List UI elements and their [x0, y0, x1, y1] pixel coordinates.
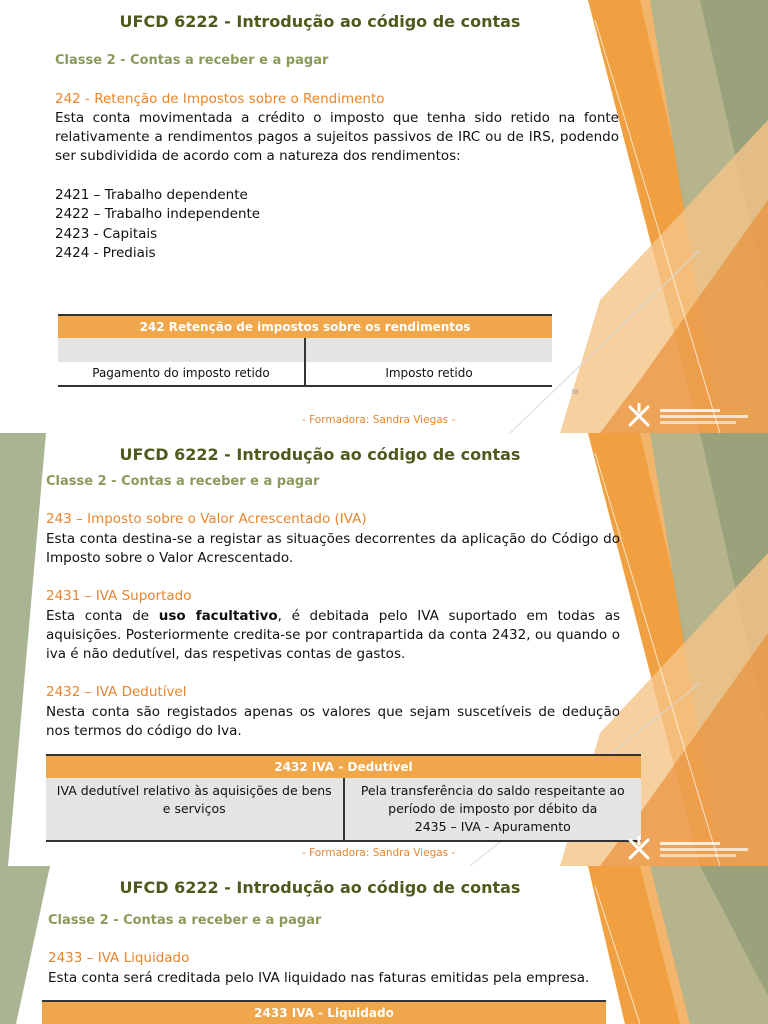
debit-cell: Pagamento do imposto retido: [58, 362, 306, 385]
t-account-cell: [306, 338, 552, 362]
institution-logo: [626, 403, 756, 429]
paragraph-243: Esta conta destina-se a registar as situações decorrentes da aplicação do Código do Imposto sobre o Valor Acrescentado.: [46, 531, 620, 566]
t-account-spacer-row: [58, 338, 552, 362]
list-item: 2423 - Capitais: [55, 225, 158, 242]
t-account-cell: [58, 338, 306, 362]
slide-3: [0, 866, 768, 1024]
footer-trainer: - Formadora: Sandra Viegas -: [302, 847, 456, 859]
t-account-header: 242 Retenção de impostos sobre os rendimentos: [58, 314, 552, 338]
list-item: 2422 – Trabalho independente: [55, 206, 261, 223]
institution-logo: [626, 836, 756, 862]
section-heading: 2433 – IVA Liquidado: [48, 950, 190, 966]
slide-1: [0, 0, 768, 433]
text-run: Esta conta de: [46, 608, 159, 624]
slide-title: UFCD 6222 - Introdução ao código de contas: [119, 12, 521, 31]
bold-emphasis: uso facultativo: [158, 608, 278, 624]
slide-title: UFCD 6222 - Introdução ao código de contas: [119, 878, 521, 897]
section-heading: 242 - Retenção de Impostos sobre o Rendimento: [55, 91, 385, 107]
section-heading-2432: 2432 – IVA Dedutível: [46, 684, 187, 700]
paragraph-2432: Nesta conta são registados apenas os valores que sejam suscetíveis de dedução nos termos do código do Iva.: [46, 704, 620, 739]
page-number: 38: [571, 389, 579, 396]
list-item: 2421 – Trabalho dependente: [55, 187, 248, 203]
class-label: Classe 2 - Contas a receber e a pagar: [48, 913, 322, 928]
section-heading-2431: 2431 – IVA Suportado: [46, 588, 192, 604]
t-account-242: [58, 314, 552, 387]
debit-cell: IVA dedutível relativo às aquisições de bens e serviços: [46, 778, 345, 840]
t-account-row: [46, 778, 641, 840]
list-item: 2424 - Prediais: [55, 244, 156, 261]
section-paragraph: Esta conta movimentada a crédito o imposto que tenha sido retido na fonte relativamente a rendimentos pagos a sujeitos passivos de IRC ou de IRS, podendo ser subdividida de acordo com a natureza dos rendimentos:: [55, 110, 619, 164]
section-paragraph: Esta conta será creditada pelo IVA liquidado nas faturas emitidas pela empresa.: [48, 970, 590, 986]
t-account-row: [58, 362, 552, 387]
footer-trainer: - Formadora: Sandra Viegas -: [302, 414, 456, 426]
subaccount-list: [55, 186, 260, 263]
credit-line: 2435 – IVA - Apuramento: [414, 819, 571, 834]
t-account-header: 2433 IVA - Liquidado: [42, 1000, 606, 1024]
credit-cell: [345, 778, 642, 840]
section-heading-243: 243 – Imposto sobre o Valor Acrescentado (IVA): [46, 511, 367, 527]
t-account-2433: [42, 1000, 606, 1024]
class-label: Classe 2 - Contas a receber e a pagar: [46, 474, 320, 489]
t-account-header: 2432 IVA - Dedutível: [46, 754, 641, 778]
text-run: , é debitada pelo IVA suportado em todas as aquisições. Posteriormente credita-se por contrapartida da conta 2432, ou quando o iva é não dedutível, das respetivas contas de gastos.: [46, 608, 620, 662]
t-account-2432: [46, 754, 641, 842]
class-label: Classe 2 - Contas a receber e a pagar: [55, 53, 329, 68]
paragraph-2431: [46, 607, 620, 664]
credit-line: Pela transferência do saldo respeitante ao período de imposto por débito da: [360, 783, 625, 816]
credit-cell: Imposto retido: [306, 362, 552, 385]
slide-2: [0, 433, 768, 866]
slide-title: UFCD 6222 - Introdução ao código de contas: [119, 445, 521, 464]
